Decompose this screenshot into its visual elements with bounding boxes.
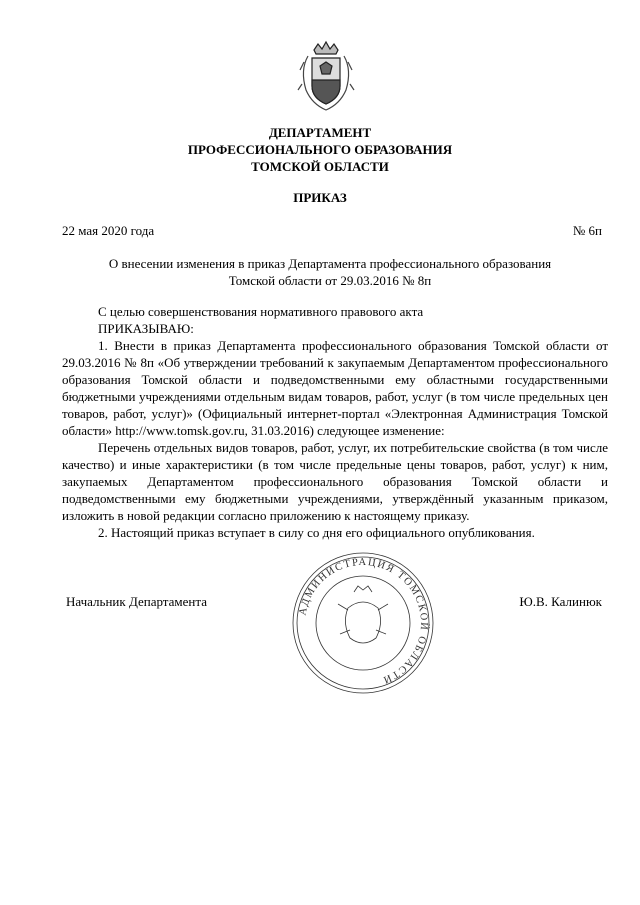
intro-text: С целью совершенствования нормативного правового акта — [98, 304, 424, 319]
coat-of-arms-icon — [296, 40, 356, 114]
item-1: 1. Внести в приказ Департамента профессионального образования Томской области от 29.03.2016 № 8п «Об утверждении требований к закупаемым Департаментом профессионального образования Томской области и подведомственными ему областными государственными бюджетными учреждениями отдельным видам товаров, работ, услуг (в том числе предельных цен товаров, работ, услуг)» (Официальный интернет-портал «Электронная Администрация Томской области» http://www.tomsk.gov.ru, 31.03.2016) следующее изменение: — [62, 338, 608, 438]
order-number: № 6п — [572, 223, 602, 238]
subject-line-2: Томской области от 29.03.2016 № 8п — [228, 273, 432, 288]
department-name — [0, 124, 640, 175]
department-line-1: ДЕПАРТАМЕНТ — [268, 125, 372, 140]
order-word: ПРИКАЗЫВАЮ: — [98, 321, 194, 336]
signatory-name: Ю.В. Калинюк — [519, 594, 602, 609]
department-line-2: ПРОФЕССИОНАЛЬНОГО ОБРАЗОВАНИЯ — [187, 142, 453, 157]
item-1-text: Перечень отдельных видов товаров, работ, услуг, их потребительские свойства (в том числе качество) и иные характеристики (в том числе предельные цены товаров, работ, услуг) к ним, закупаемых Департаментом профессионального образования Томской области и подведомственными ему бюджетными учреждениями, утверждённый указанным приказом, изложить в новой редакции согласно приложению к настоящему приказу. — [62, 440, 608, 523]
department-line-3: ТОМСКОЙ ОБЛАСТИ — [251, 159, 389, 174]
seal-icon — [288, 548, 438, 698]
order-body — [62, 303, 608, 541]
subject-line-1: О внесении изменения в приказ Департамента профессионального образования — [108, 256, 552, 271]
order-subject — [60, 255, 600, 289]
seal-ring-text: АДМИНИСТРАЦИЯ ТОМСКОЙ ОБЛАСТИ — [297, 556, 430, 686]
signatory-position: Начальник Департамента — [66, 594, 207, 609]
document-type: ПРИКАЗ — [293, 190, 347, 205]
item-2: 2. Настоящий приказ вступает в силу со дня его официального опубликования. — [98, 525, 535, 540]
order-date: 22 мая 2020 года — [62, 223, 155, 238]
